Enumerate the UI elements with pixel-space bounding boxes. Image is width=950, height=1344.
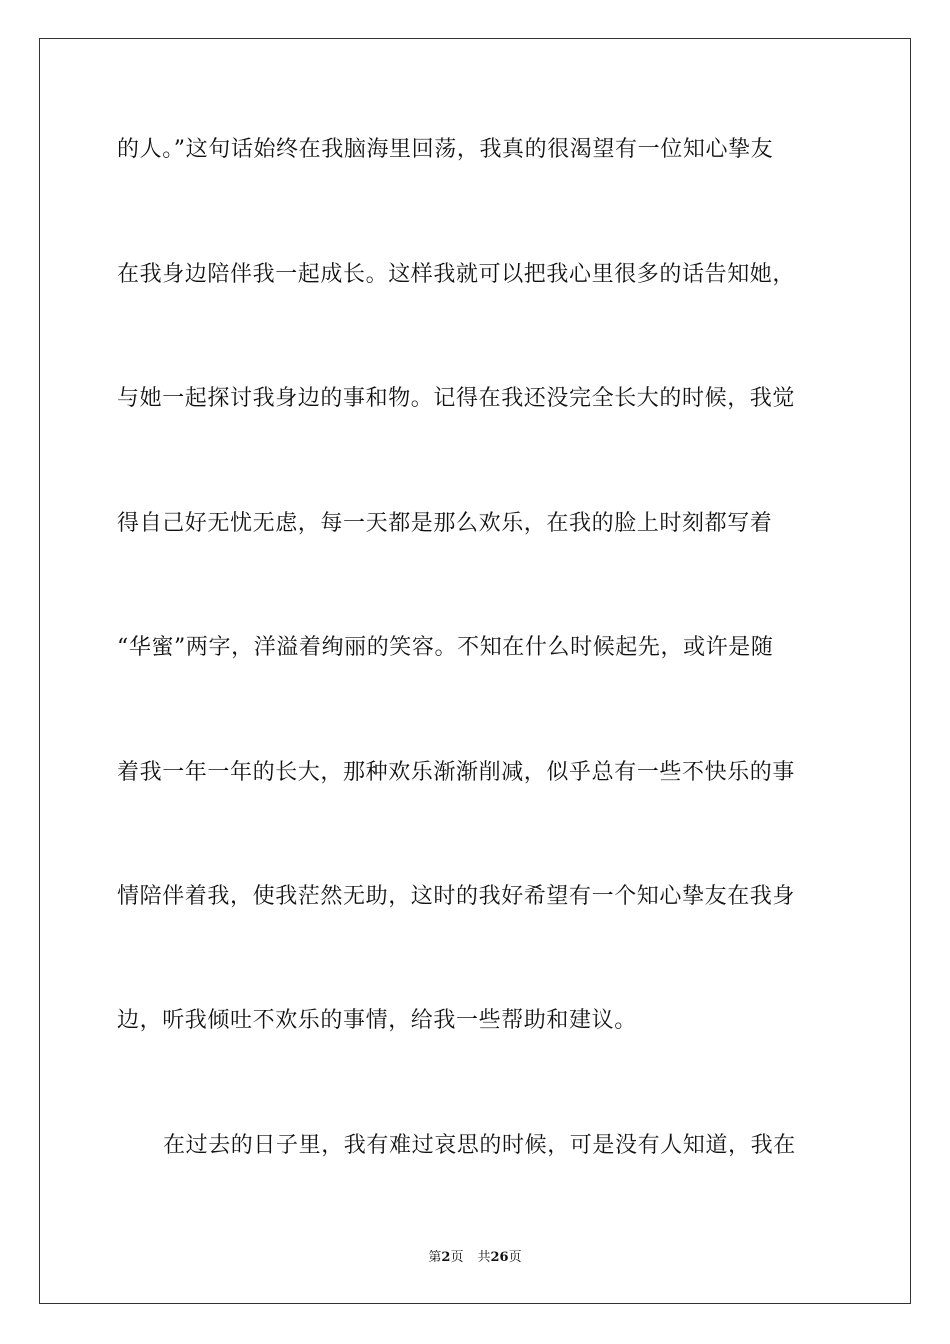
body-text-line: 着我一年一年的长大，那种欢乐渐渐削减，似乎总有一些不快乐的事: [117, 760, 796, 785]
body-text-line: 与她一起探讨我身边的事和物。记得在我还没完全长大的时候，我觉: [117, 386, 796, 411]
paragraph-first-line: 在过去的日子里，我有难过哀思的时候，可是没有人知道，我在: [163, 1133, 796, 1158]
page-suffix: 页: [450, 1250, 464, 1265]
page-number: 2: [441, 1250, 451, 1265]
page-prefix: 第: [428, 1250, 442, 1265]
total-pages: 26: [490, 1250, 509, 1265]
page-frame: [39, 38, 911, 1304]
body-text-line: 边，听我倾吐不欢乐的事情，给我一些帮助和建议。: [117, 1008, 637, 1033]
page-footer: [0, 1246, 950, 1265]
body-text-line: 得自己好无忧无虑，每一天都是那么欢乐，在我的脸上时刻都写着: [117, 511, 773, 536]
body-text-line: “华蜜”两字，洋溢着绚丽的笑容。不知在什么时候起先，或许是随: [117, 635, 774, 660]
body-text-line: 在我身边陪伴我一起成长。这样我就可以把我心里很多的话告知她，: [117, 262, 796, 287]
total-suffix: 页: [508, 1250, 522, 1265]
body-text-line: 情陪伴着我，使我茫然无助，这时的我好希望有一个知心挚友在我身: [117, 884, 796, 909]
total-prefix: 共: [477, 1250, 491, 1265]
body-text-line: 的人。”这句话始终在我脑海里回荡，我真的很渴望有一位知心挚友: [117, 137, 774, 162]
